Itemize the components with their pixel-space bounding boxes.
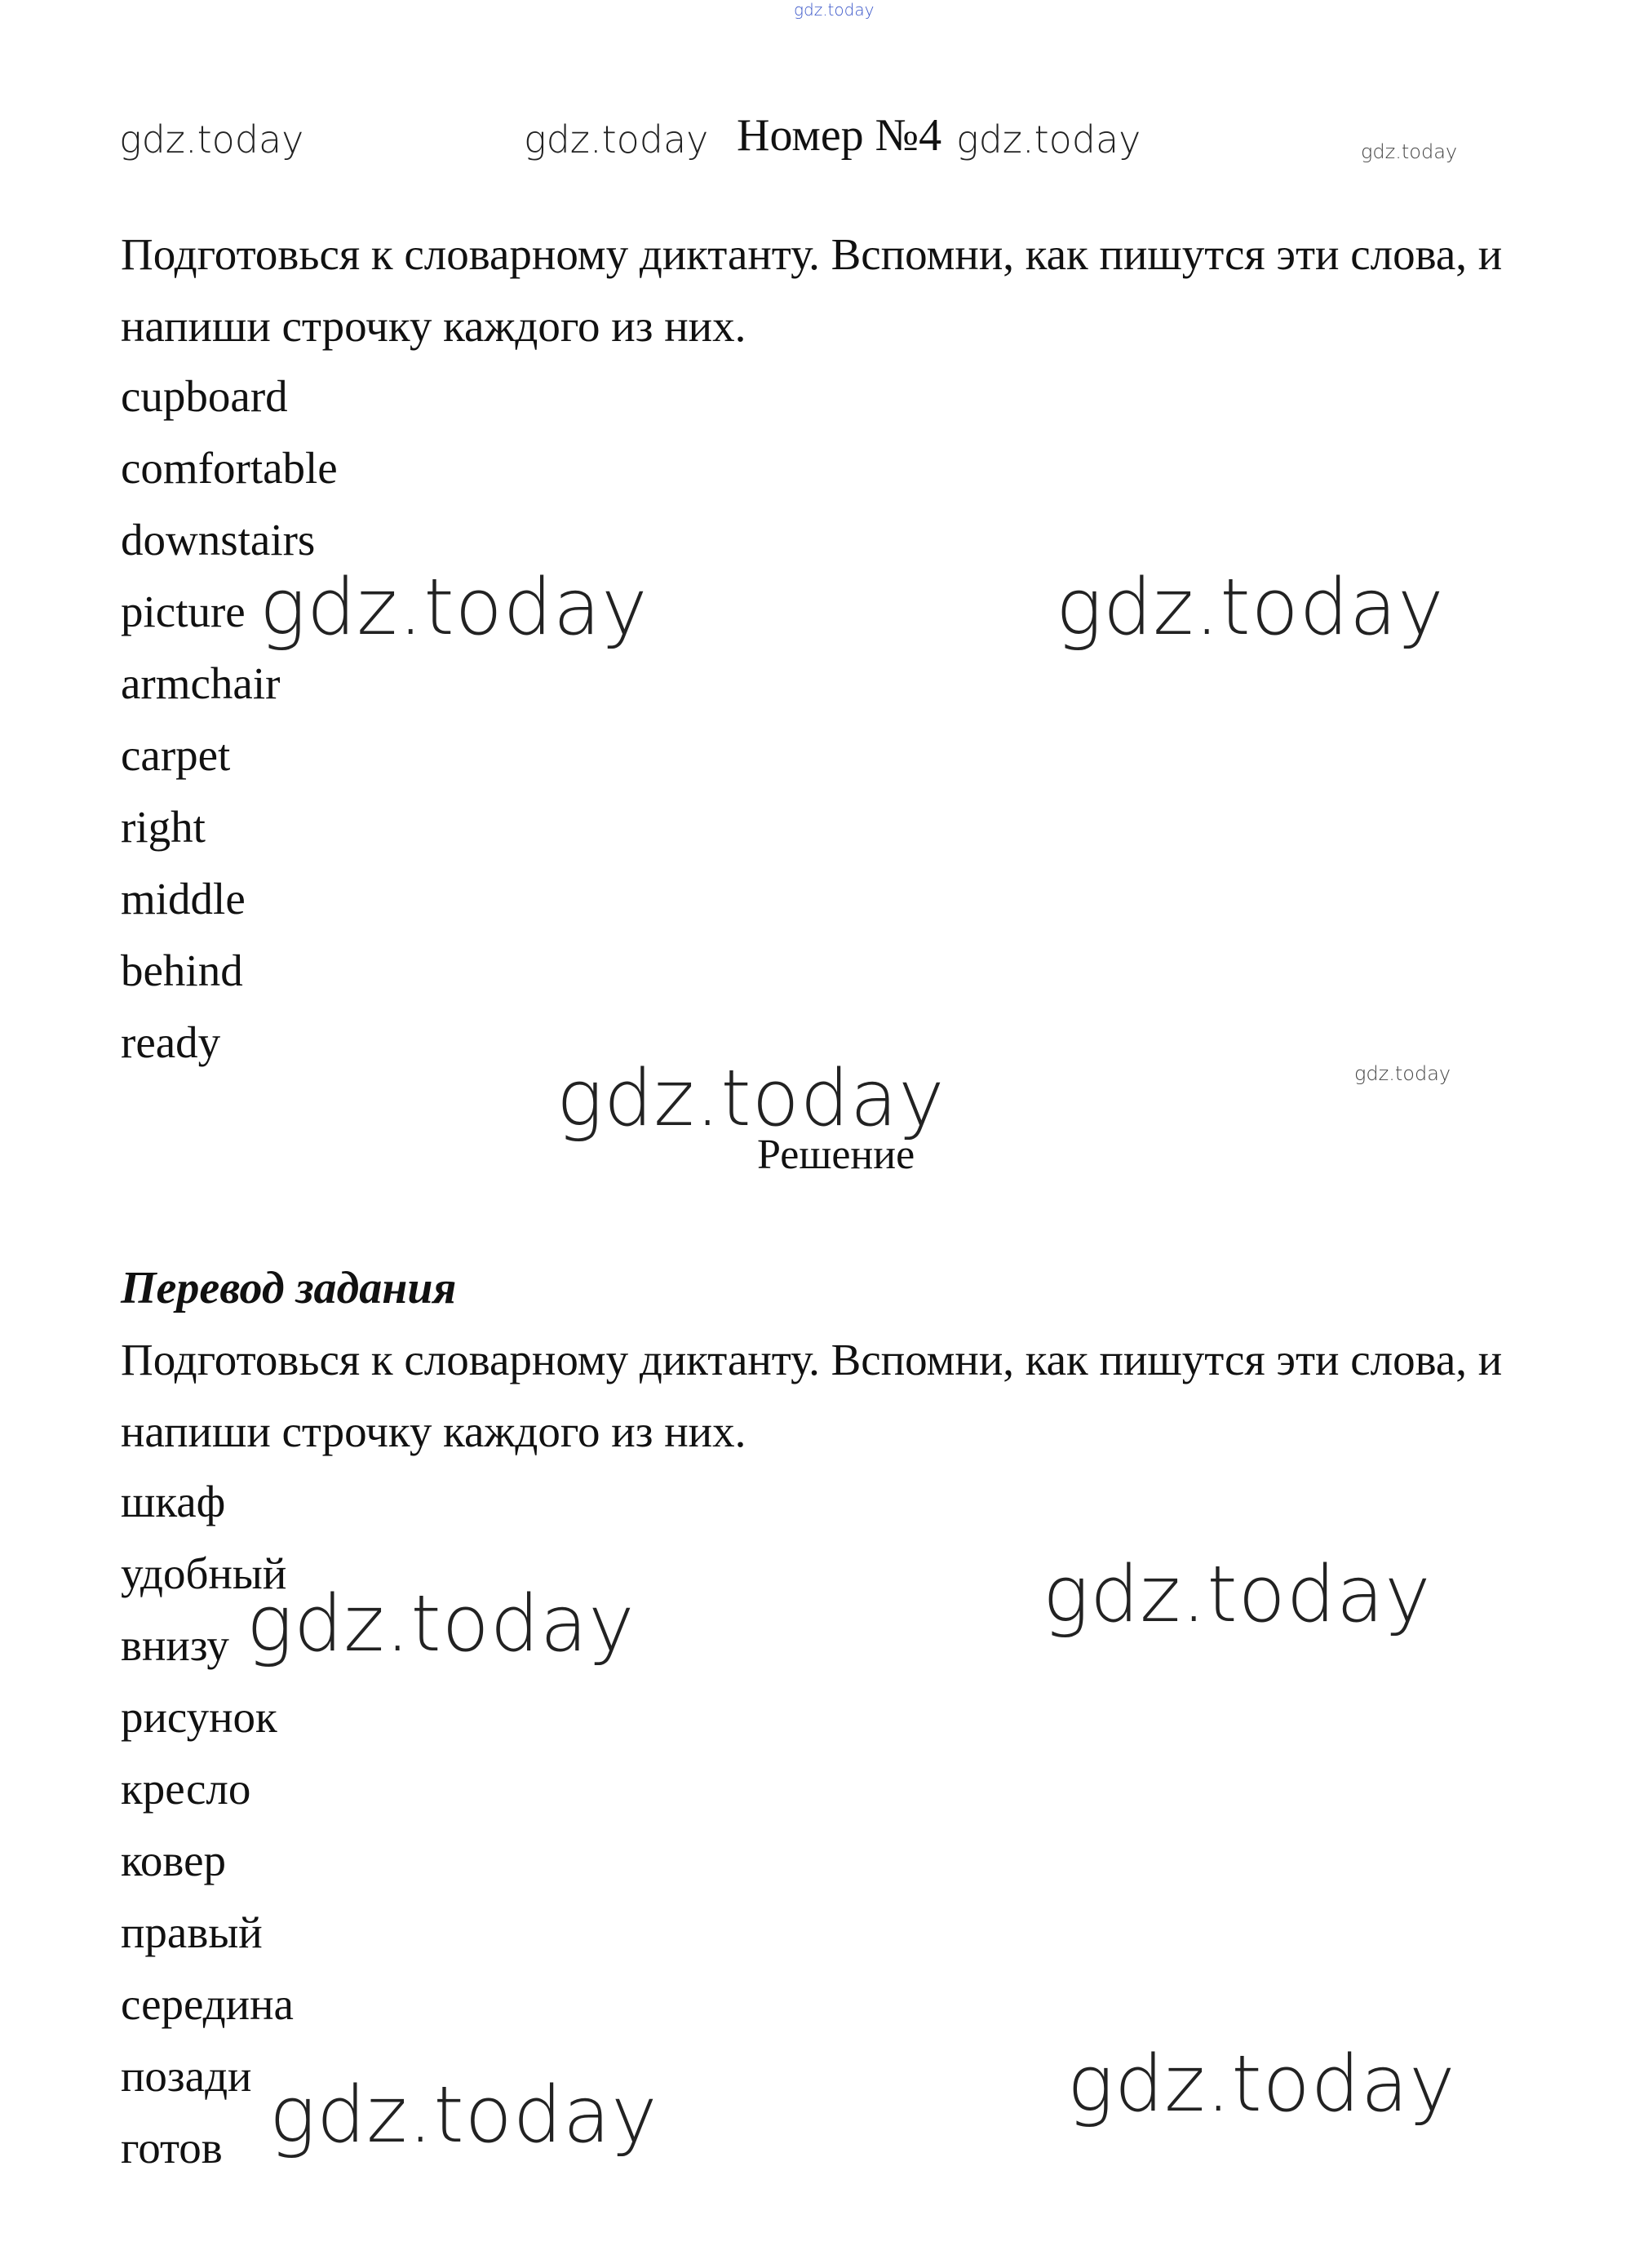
watermark-large-7: gdz.today bbox=[269, 2071, 658, 2160]
list-item: удобный bbox=[121, 1548, 287, 1598]
task-word-list bbox=[121, 361, 338, 1079]
watermark-header-center-left: gdz.today bbox=[524, 117, 709, 162]
list-item: внизу bbox=[121, 1620, 229, 1670]
list-item: шкаф bbox=[121, 1477, 226, 1526]
watermark-large-6: gdz.today bbox=[1067, 2040, 1456, 2129]
list-item: правый bbox=[121, 1907, 263, 1957]
list-item: right bbox=[121, 802, 206, 852]
watermark-top: gdz.today bbox=[794, 0, 875, 20]
list-item: picture bbox=[121, 587, 246, 636]
solution-label: Решение bbox=[757, 1132, 915, 1178]
list-item: downstairs bbox=[121, 515, 316, 565]
list-item: behind bbox=[121, 946, 243, 995]
list-item: ready bbox=[121, 1017, 221, 1067]
list-item: позади bbox=[121, 2051, 252, 2101]
watermark-header-left: gdz.today bbox=[119, 117, 304, 162]
list-item: carpet bbox=[121, 730, 231, 780]
list-item: готов bbox=[121, 2123, 223, 2173]
translation-heading: Перевод задания bbox=[121, 1263, 457, 1313]
watermark-large-1: gdz.today bbox=[259, 563, 649, 653]
page-title: Номер №4 bbox=[737, 110, 942, 161]
list-item: середина bbox=[121, 1979, 294, 2029]
list-item: ковер bbox=[121, 1836, 226, 1885]
task-instruction: Подготовься к словарному диктанту. Вспомни, как пишутся эти слова, и напиши строчку каждого из них. bbox=[121, 229, 1503, 351]
list-item: рисунок bbox=[121, 1692, 277, 1742]
list-item: armchair bbox=[121, 658, 281, 708]
list-item: cupboard bbox=[121, 371, 288, 421]
watermark-large-4: gdz.today bbox=[1043, 1550, 1432, 1640]
watermark-large-3: gdz.today bbox=[556, 1054, 946, 1144]
watermark-header-right: gdz.today bbox=[1361, 140, 1458, 163]
watermark-small-mid: gdz.today bbox=[1354, 1062, 1451, 1085]
watermark-large-2: gdz.today bbox=[1056, 563, 1445, 653]
list-item: comfortable bbox=[121, 443, 338, 493]
list-item: middle bbox=[121, 874, 246, 924]
translation-instruction: Подготовься к словарному диктанту. Вспомни, как пишутся эти слова, и напиши строчку каждого из них. bbox=[121, 1335, 1503, 1456]
translation-word-list bbox=[121, 1466, 294, 2184]
list-item: кресло bbox=[121, 1764, 251, 1814]
watermark-large-5: gdz.today bbox=[246, 1579, 636, 1669]
watermark-header-center-right: gdz.today bbox=[956, 117, 1141, 162]
